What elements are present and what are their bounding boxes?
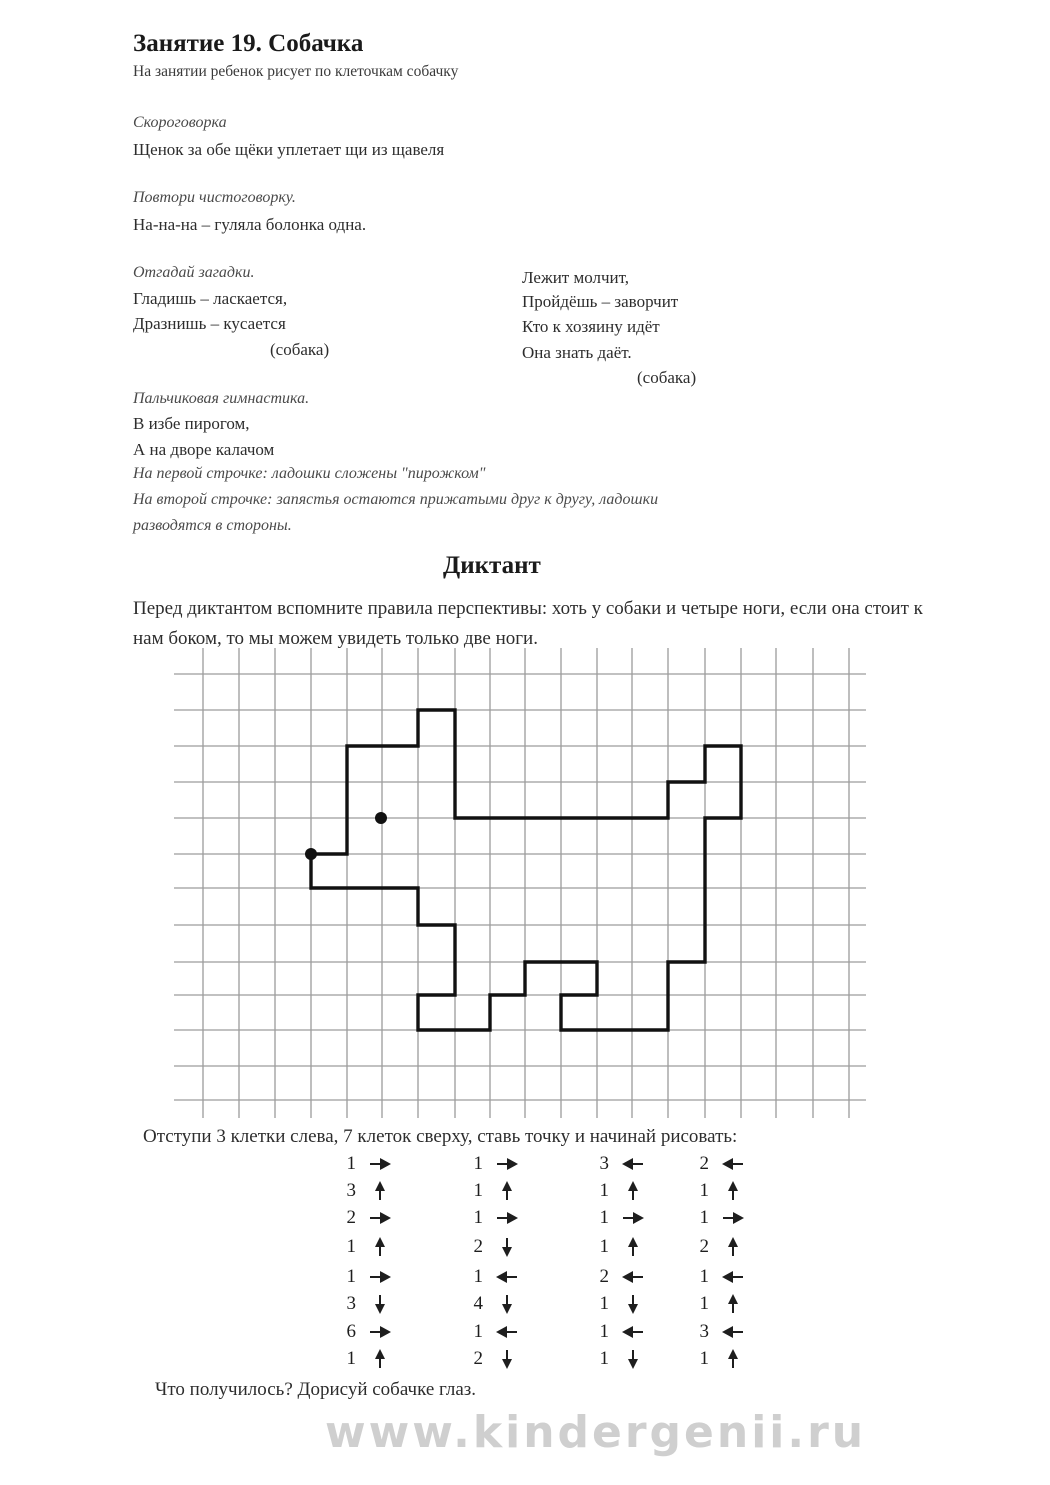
arrow-right-icon	[621, 1208, 645, 1228]
riddle2-line1: Лежит молчит,	[522, 268, 630, 287]
finger-gym-line1: В избе пирогом,	[133, 414, 250, 433]
command-step-count: 1	[699, 1207, 709, 1228]
command-item	[469, 1347, 519, 1371]
arrow-up-icon	[368, 1349, 392, 1369]
arrow-right-icon	[721, 1208, 745, 1228]
command-step-count: 2	[473, 1348, 483, 1369]
riddle1-answer: (собака)	[270, 340, 330, 359]
command-step-count: 2	[699, 1153, 709, 1174]
grid-lines	[174, 648, 866, 1118]
arrow-down-icon	[368, 1294, 392, 1314]
dictation-intro: Перед диктантом вспомните правила перспективы: хоть у собаки и четыре ноги, если она стоит к нам боком, то мы можем увидеть только две ноги.	[133, 598, 923, 649]
command-item	[695, 1206, 745, 1230]
riddle2-line4: Она знать даёт.	[522, 343, 632, 362]
command-item	[342, 1235, 392, 1259]
arrow-left-icon	[721, 1322, 745, 1342]
dog-eye-dot	[375, 812, 387, 824]
dictation-grid	[170, 645, 880, 1125]
arrow-up-icon	[721, 1294, 745, 1314]
finger-gym-note3: разводятся в стороны.	[133, 517, 292, 534]
command-step-count: 1	[599, 1180, 609, 1201]
arrow-left-icon	[495, 1267, 519, 1287]
command-step-count: 1	[473, 1180, 483, 1201]
finger-gym-label: Пальчиковая гимнастика.	[133, 390, 310, 407]
arrow-up-icon	[368, 1181, 392, 1201]
command-item	[469, 1320, 519, 1344]
arrow-right-icon	[368, 1154, 392, 1174]
command-step-count: 1	[473, 1321, 483, 1342]
command-step-count: 1	[599, 1236, 609, 1257]
command-item	[595, 1179, 645, 1203]
finger-gym-line2: А на дворе калачом	[133, 440, 275, 459]
command-step-count: 3	[699, 1321, 709, 1342]
arrow-right-icon	[495, 1154, 519, 1174]
arrow-up-icon	[721, 1237, 745, 1257]
command-step-count: 1	[699, 1348, 709, 1369]
arrow-left-icon	[621, 1322, 645, 1342]
arrow-down-icon	[621, 1294, 645, 1314]
arrow-down-icon	[495, 1294, 519, 1314]
arrow-right-icon	[368, 1267, 392, 1287]
command-item	[595, 1235, 645, 1259]
tongue-twister-text: Щенок за обе щёки уплетает щи из щавеля	[133, 140, 445, 159]
arrow-up-icon	[721, 1181, 745, 1201]
clean-talk-label: Повтори чистоговорку.	[133, 189, 296, 206]
command-step-count: 1	[699, 1266, 709, 1287]
arrow-up-icon	[495, 1181, 519, 1201]
command-item	[342, 1179, 392, 1203]
riddle2-line2: Пройдёшь – заворчит	[522, 292, 679, 311]
riddle2-answer: (собака)	[637, 368, 697, 387]
command-item	[595, 1206, 645, 1230]
arrow-up-icon	[721, 1349, 745, 1369]
command-step-count: 1	[599, 1293, 609, 1314]
riddle1-line1: Гладишь – ласкается,	[133, 289, 288, 308]
command-step-count: 1	[346, 1153, 356, 1174]
command-step-count: 1	[473, 1266, 483, 1287]
lesson-subtitle: На занятии ребенок рисует по клеточкам собачку	[133, 63, 459, 80]
command-item	[342, 1265, 392, 1289]
arrow-down-icon	[495, 1349, 519, 1369]
command-step-count: 1	[346, 1348, 356, 1369]
command-step-count: 2	[699, 1236, 709, 1257]
tongue-twister-label: Скороговорка	[133, 114, 227, 131]
command-item	[342, 1152, 392, 1176]
riddle2-line3: Кто к хозяину идёт	[522, 317, 660, 336]
command-item	[695, 1292, 745, 1316]
arrow-down-icon	[621, 1349, 645, 1369]
start-dot	[305, 848, 317, 860]
command-item	[695, 1320, 745, 1344]
command-step-count: 4	[473, 1293, 483, 1314]
command-item	[595, 1347, 645, 1371]
command-item	[695, 1265, 745, 1289]
command-step-count: 2	[473, 1236, 483, 1257]
arrow-right-icon	[368, 1322, 392, 1342]
command-item	[342, 1347, 392, 1371]
finger-gym-note1: На первой строчке: ладошки сложены "пирожком"	[133, 465, 486, 482]
lesson-title: Занятие 19. Собачка	[133, 30, 364, 57]
command-step-count: 1	[699, 1180, 709, 1201]
arrow-left-icon	[621, 1154, 645, 1174]
arrow-up-icon	[621, 1181, 645, 1201]
command-item	[595, 1152, 645, 1176]
command-step-count: 2	[346, 1207, 356, 1228]
riddle1-line2: Дразнишь – кусается	[133, 314, 286, 333]
command-item	[595, 1292, 645, 1316]
arrow-left-icon	[721, 1267, 745, 1287]
command-item	[595, 1320, 645, 1344]
command-step-count: 1	[346, 1236, 356, 1257]
dictation-heading: Диктант	[443, 552, 541, 579]
dictation-question: Что получилось? Дорисуй собачке глаз.	[155, 1379, 477, 1400]
command-item	[695, 1347, 745, 1371]
command-item	[695, 1179, 745, 1203]
command-item	[342, 1206, 392, 1230]
command-step-count: 1	[699, 1293, 709, 1314]
arrow-right-icon	[495, 1208, 519, 1228]
command-step-count: 3	[599, 1153, 609, 1174]
dictation-instruction: Отступи 3 клетки слева, 7 клеток сверху, ставь точку и начинай рисовать:	[143, 1126, 738, 1147]
command-item	[469, 1292, 519, 1316]
command-step-count: 1	[346, 1266, 356, 1287]
command-item	[695, 1152, 745, 1176]
dog-outline	[311, 710, 741, 1030]
arrow-left-icon	[621, 1267, 645, 1287]
arrow-up-icon	[621, 1237, 645, 1257]
command-step-count: 1	[599, 1321, 609, 1342]
clean-talk-text: На-на-на – гуляла болонка одна.	[133, 215, 367, 234]
command-item	[469, 1235, 519, 1259]
command-item	[695, 1235, 745, 1259]
command-step-count: 1	[599, 1348, 609, 1369]
arrow-left-icon	[721, 1154, 745, 1174]
command-step-count: 3	[346, 1293, 356, 1314]
command-step-count: 3	[346, 1180, 356, 1201]
riddles-label: Отгадай загадки.	[133, 264, 255, 281]
command-step-count: 1	[473, 1207, 483, 1228]
arrow-down-icon	[495, 1237, 519, 1257]
arrow-right-icon	[368, 1208, 392, 1228]
command-item	[342, 1292, 392, 1316]
command-item	[469, 1265, 519, 1289]
command-item	[469, 1206, 519, 1230]
arrow-up-icon	[368, 1237, 392, 1257]
site-watermark: www.kindergenii.ru	[325, 1407, 867, 1458]
command-item	[469, 1152, 519, 1176]
command-step-count: 6	[346, 1321, 356, 1342]
command-item	[469, 1179, 519, 1203]
command-step-count: 1	[599, 1207, 609, 1228]
finger-gym-note2: На второй строчке: запястья остаются прижатыми друг к другу, ладошки	[133, 491, 659, 508]
command-item	[342, 1320, 392, 1344]
command-step-count: 2	[599, 1266, 609, 1287]
arrow-left-icon	[495, 1322, 519, 1342]
command-step-count: 1	[473, 1153, 483, 1174]
command-item	[595, 1265, 645, 1289]
